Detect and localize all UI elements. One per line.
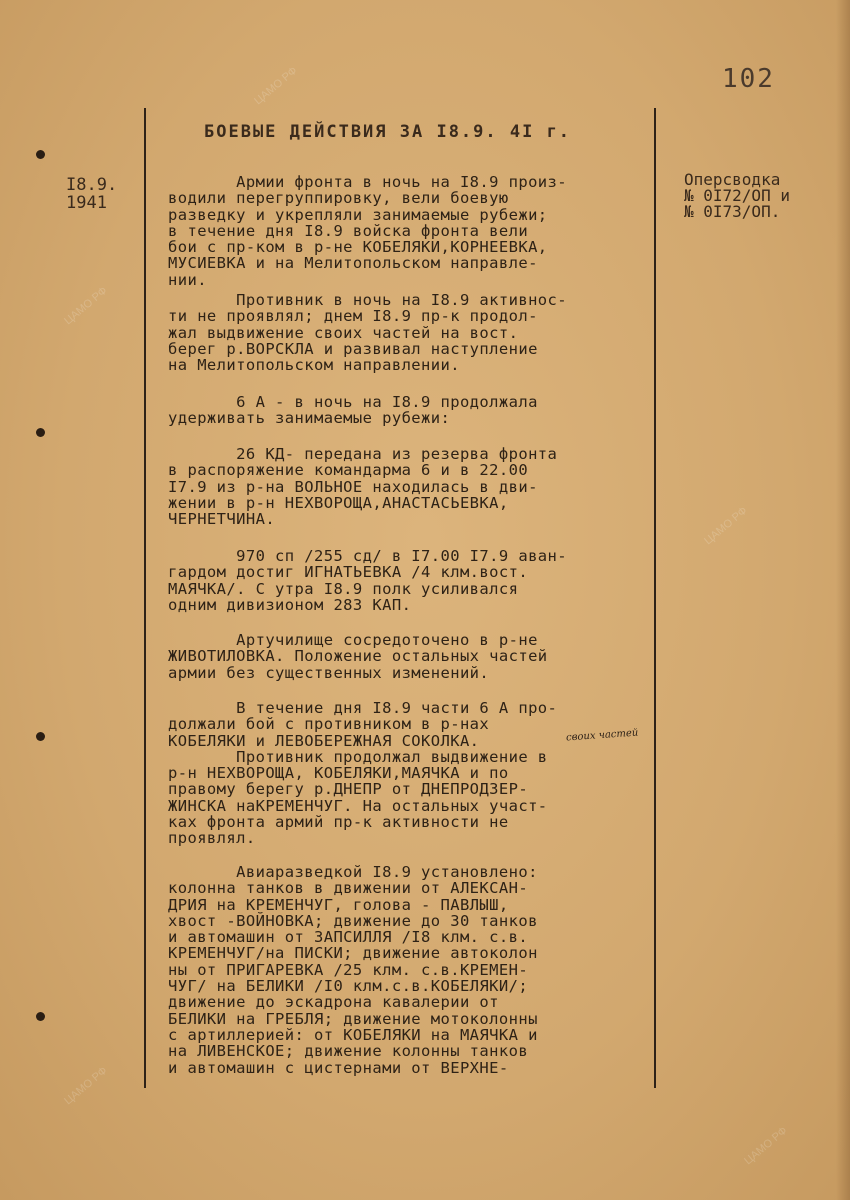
archive-watermark: ЦАМО РФ [62, 1064, 110, 1108]
paragraph: 970 сп /255 сд/ в I7.00 I7.9 аван- гардом достиг ИГНАТЬЕВКА /4 клм.вост. МАЯЧКА/. С утра I8.9 полк усиливался одним дивизионом 283 КАП. [168, 547, 568, 614]
archive-watermark: ЦАМО РФ [742, 1124, 790, 1168]
paragraph: Противник в ночь на I8.9 активнос- ти не проявлял; днем I8.9 пр-к продол- жал выдвижение своих частей на вост. берег р.ВОРСКЛА и развивал наступление на Мелитопольском направлении. [168, 291, 568, 375]
paragraph: Армии фронта в ночь на I8.9 произ- водили перегруппировку, вели боевую разведку и укрепляли занимаемые рубежи; в течение дня I8.9 войска фронта вели бои с пр-ком в р-не КОБЕЛЯКИ,КОРНЕЕВКА, МУСИЕВКА и на Мелитопольском направле- нии. [168, 173, 568, 289]
page-number: 102 [722, 64, 775, 94]
binding-hole [36, 428, 45, 437]
paragraph: Артучилище сосредоточено в р-не ЖИВОТИЛОВКА. Положение остальных частей армии без существенных изменений. [168, 631, 548, 682]
document-title: БОЕВЫЕ ДЕЙСТВИЯ ЗА I8.9. 4I г. [204, 122, 572, 142]
binding-hole [36, 1012, 45, 1021]
paper-edge-shadow [836, 0, 850, 1200]
archive-watermark: ЦАМО РФ [62, 284, 110, 328]
binding-hole [36, 732, 45, 741]
paragraph: Авиаразведкой I8.9 установлено: колонна танков в движении от АЛЕКСАН- ДРИЯ на КРЕМЕНЧУГ, голова - ПАВЛЫШ, хвост -ВОЙНОВКА; движение до 30 танков и автомашин от ЗАПСИЛЛЯ /I8 клм. с.в. КРЕМЕНЧУГ/на ПИСКИ; движение автоколон ны от ПРИГАРЕВКА /25 клм. с.в.КРЕМЕН- ЧУГ/ на БЕЛИКИ /I0 клм.с.в.КОБЕЛЯКИ/; движение до эскадрона кавалерии от БЕЛИКИ на ГРЕБЛЯ; движение мотоколонны с артиллерией: от КОБЕЛЯКИ на МАЯЧКА и на ЛИВЕНСКОЕ; движение колонны танков и автомашин с цистернами от ВЕРХНЕ- [168, 863, 538, 1077]
archive-watermark: ЦАМО РФ [702, 504, 750, 548]
operational-report-reference: Оперсводка № 0I72/ОП и № 0I73/ОП. [684, 170, 790, 221]
paragraph: 26 КД- передана из резерва фронта в распоряжение командарма 6 и в 22.00 I7.9 из р-на ВОЛЬНОЕ находилась в дви- жении в р-н НЕХВОРОЩА,АНАСТАСЬЕВКА, ЧЕРНЕТЧИНА. [168, 445, 558, 529]
binding-hole [36, 150, 45, 159]
paragraph: 6 А - в ночь на I8.9 продолжала удерживать занимаемые рубежи: [168, 393, 538, 428]
left-margin-line [144, 108, 146, 1088]
paragraph: В течение дня I8.9 части 6 А про- должали бой с противником в р-нах КОБЕЛЯКИ и ЛЕВОБЕРЕЖНАЯ СОКОЛКА. Противник продолжал выдвижение в р-н НЕХВОРОЩА, КОБЕЛЯКИ,МАЯЧКА и по правому берегу р.ДНЕПР от ДНЕПРОДЗЕР- ЖИНСКА наКРЕМЕНЧУГ. На остальных участ- ках фронта армий пр-к активности не проявлял. [168, 699, 558, 848]
handwritten-insert: своих частей [565, 727, 639, 744]
archive-watermark: ЦАМО РФ [252, 64, 300, 108]
date-margin-note: I8.9. 1941 [66, 175, 118, 213]
